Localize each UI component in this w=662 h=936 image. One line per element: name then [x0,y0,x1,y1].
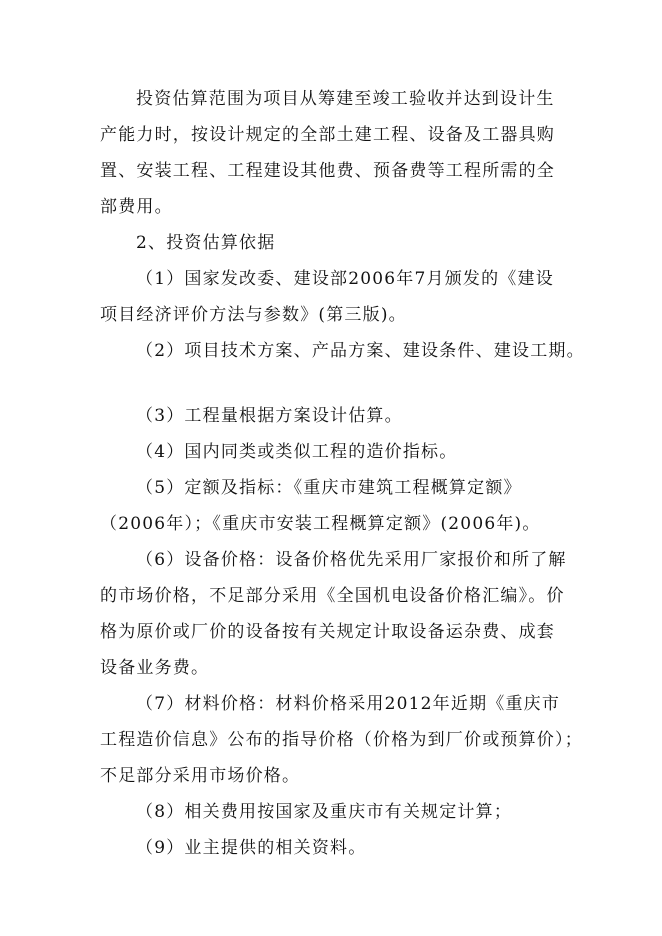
list-item-continuation: 设备业务费。 [100,658,210,678]
list-item: （9）业主提供的相关资料。 [136,838,367,858]
paragraph-line: 产能力时，按设计规定的全部土建工程、设备及工器具购 [100,125,555,145]
list-item: （1）国家发改委、建设部2006年7月颁发的《建设 [136,269,554,289]
list-item: （3）工程量根据方案设计估算。 [136,406,403,426]
list-item-continuation: （2006年）；《重庆市安装工程概算定额》(2006年)。 [100,514,541,534]
list-item-continuation: 项目经济评价方法与参数》(第三版)。 [100,305,407,325]
list-item: （2）项目技术方案、产品方案、建设条件、建设工期。 [136,341,585,361]
list-item-continuation: 的市场价格，不足部分采用《全国机电设备价格汇编》。价 [100,586,565,606]
section-heading: 2、投资估算依据 [136,233,276,253]
paragraph-line: 部费用。 [100,197,173,217]
list-item-continuation: 工程造价信息》公布的指导价格（价格为到厂价或预算价）； [100,730,583,750]
list-item: （5）定额及指标：《重庆市建筑工程概算定额》 [136,478,522,498]
list-item: （6）设备价格：设备价格优先采用厂家报价和所了解 [136,550,567,570]
list-item: （4）国内同类或类似工程的造价指标。 [136,442,458,462]
list-item: （7）材料价格：材料价格采用2012年近期《重庆市 [136,694,561,714]
paragraph-line: 置、安装工程、工程建设其他费、预备费等工程所需的全 [100,161,555,181]
list-item-continuation: 格为原价或厂价的设备按有关规定计取设备运杂费、成套 [100,622,555,642]
list-item: （8）相关费用按国家及重庆市有关规定计算； [136,802,513,822]
paragraph-line: 投资估算范围为项目从筹建至竣工验收并达到设计生 [136,89,555,109]
list-item-continuation: 不足部分采用市场价格。 [100,766,301,786]
